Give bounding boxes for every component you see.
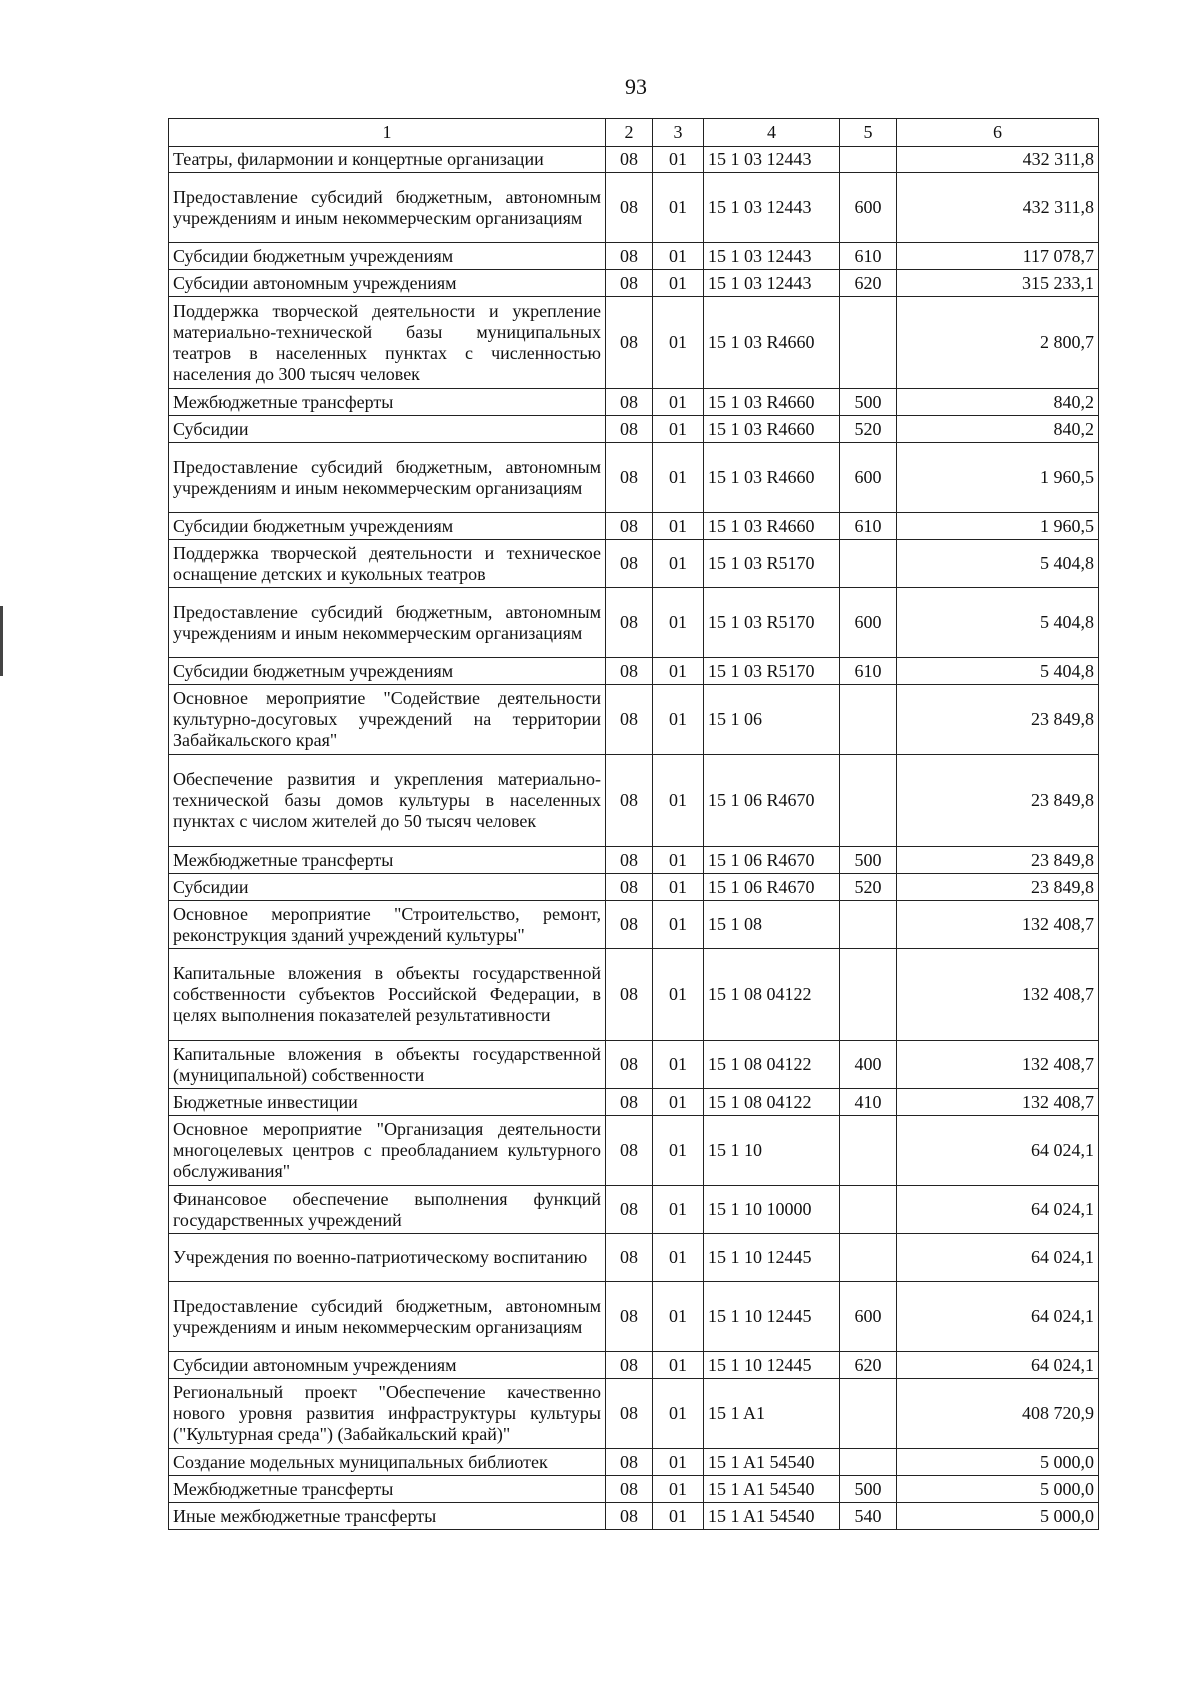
row-amount: 132 408,7 <box>897 1041 1099 1089</box>
row-section: 08 <box>606 297 653 389</box>
row-section: 08 <box>606 540 653 588</box>
row-subsection: 01 <box>653 147 704 173</box>
row-target-code: 15 1 03 R5170 <box>704 658 840 685</box>
table-row <box>169 513 1099 540</box>
row-name: Субсидии бюджетным учреждениям <box>169 658 606 685</box>
row-target-code: 15 1 03 R4660 <box>704 443 840 513</box>
row-subsection: 01 <box>653 1503 704 1530</box>
header-col-2: 2 <box>606 119 653 147</box>
table-row <box>169 297 1099 389</box>
row-amount: 23 849,8 <box>897 755 1099 847</box>
row-expense-type: 400 <box>840 1041 897 1089</box>
table-row <box>169 1089 1099 1116</box>
row-expense-type <box>840 949 897 1041</box>
row-section: 08 <box>606 847 653 874</box>
table-row <box>169 1476 1099 1503</box>
row-target-code: 15 1 03 R4660 <box>704 389 840 416</box>
row-amount: 5 000,0 <box>897 1476 1099 1503</box>
row-expense-type: 540 <box>840 1503 897 1530</box>
header-col-3: 3 <box>653 119 704 147</box>
row-expense-type <box>840 685 897 755</box>
row-subsection: 01 <box>653 173 704 243</box>
row-name: Субсидии бюджетным учреждениям <box>169 513 606 540</box>
row-amount: 840,2 <box>897 389 1099 416</box>
row-section: 08 <box>606 513 653 540</box>
row-name: Межбюджетные трансферты <box>169 1476 606 1503</box>
row-subsection: 01 <box>653 588 704 658</box>
row-amount: 2 800,7 <box>897 297 1099 389</box>
row-subsection: 01 <box>653 755 704 847</box>
table-row <box>169 173 1099 243</box>
row-section: 08 <box>606 1186 653 1234</box>
row-target-code: 15 1 03 12443 <box>704 147 840 173</box>
row-subsection: 01 <box>653 658 704 685</box>
row-expense-type: 610 <box>840 513 897 540</box>
row-amount: 5 404,8 <box>897 658 1099 685</box>
row-target-code: 15 1 08 04122 <box>704 949 840 1041</box>
row-expense-type: 610 <box>840 243 897 270</box>
row-subsection: 01 <box>653 243 704 270</box>
row-section: 08 <box>606 243 653 270</box>
row-target-code: 15 1 10 12445 <box>704 1282 840 1352</box>
row-section: 08 <box>606 173 653 243</box>
row-expense-type <box>840 901 897 949</box>
row-expense-type: 620 <box>840 270 897 297</box>
row-section: 08 <box>606 755 653 847</box>
table-row <box>169 588 1099 658</box>
row-section: 08 <box>606 270 653 297</box>
row-section: 08 <box>606 1041 653 1089</box>
row-expense-type: 620 <box>840 1352 897 1379</box>
row-expense-type: 610 <box>840 658 897 685</box>
row-name: Основное мероприятие "Организация деятельности многоцелевых центров с преобладанием культурного обслуживания" <box>169 1116 606 1186</box>
row-expense-type <box>840 755 897 847</box>
row-name: Межбюджетные трансферты <box>169 389 606 416</box>
row-target-code: 15 1 A1 <box>704 1379 840 1449</box>
row-amount: 23 849,8 <box>897 685 1099 755</box>
header-col-1: 1 <box>169 119 606 147</box>
row-expense-type <box>840 297 897 389</box>
row-amount: 5 404,8 <box>897 588 1099 658</box>
row-amount: 5 404,8 <box>897 540 1099 588</box>
row-target-code: 15 1 10 <box>704 1116 840 1186</box>
table-row <box>169 658 1099 685</box>
row-section: 08 <box>606 1503 653 1530</box>
row-subsection: 01 <box>653 1234 704 1282</box>
scan-edge-mark <box>0 606 3 676</box>
row-amount: 117 078,7 <box>897 243 1099 270</box>
row-section: 08 <box>606 443 653 513</box>
row-expense-type: 500 <box>840 1476 897 1503</box>
row-name: Предоставление субсидий бюджетным, автономным учреждениям и иным некоммерческим организациям <box>169 443 606 513</box>
row-subsection: 01 <box>653 1186 704 1234</box>
table-row <box>169 416 1099 443</box>
row-amount: 64 024,1 <box>897 1186 1099 1234</box>
row-target-code: 15 1 03 R5170 <box>704 588 840 658</box>
row-amount: 64 024,1 <box>897 1352 1099 1379</box>
row-amount: 408 720,9 <box>897 1379 1099 1449</box>
row-subsection: 01 <box>653 1379 704 1449</box>
table-row <box>169 147 1099 173</box>
row-subsection: 01 <box>653 1476 704 1503</box>
row-subsection: 01 <box>653 847 704 874</box>
row-name: Учреждения по военно-патриотическому воспитанию <box>169 1234 606 1282</box>
row-name: Предоставление субсидий бюджетным, автономным учреждениям и иным некоммерческим организациям <box>169 588 606 658</box>
row-section: 08 <box>606 588 653 658</box>
row-expense-type <box>840 540 897 588</box>
row-section: 08 <box>606 416 653 443</box>
row-section: 08 <box>606 658 653 685</box>
row-subsection: 01 <box>653 1116 704 1186</box>
row-expense-type: 520 <box>840 874 897 901</box>
table-row <box>169 1352 1099 1379</box>
row-name: Театры, филармонии и концертные организации <box>169 147 606 173</box>
table-row <box>169 243 1099 270</box>
row-amount: 64 024,1 <box>897 1282 1099 1352</box>
row-subsection: 01 <box>653 513 704 540</box>
row-name: Предоставление субсидий бюджетным, автономным учреждениям и иным некоммерческим организациям <box>169 1282 606 1352</box>
row-section: 08 <box>606 949 653 1041</box>
row-target-code: 15 1 A1 54540 <box>704 1449 840 1476</box>
row-subsection: 01 <box>653 1041 704 1089</box>
row-name: Предоставление субсидий бюджетным, автономным учреждениям и иным некоммерческим организациям <box>169 173 606 243</box>
row-subsection: 01 <box>653 443 704 513</box>
row-subsection: 01 <box>653 416 704 443</box>
table-row <box>169 389 1099 416</box>
row-subsection: 01 <box>653 874 704 901</box>
row-amount: 132 408,7 <box>897 901 1099 949</box>
row-target-code: 15 1 03 R5170 <box>704 540 840 588</box>
row-section: 08 <box>606 1089 653 1116</box>
row-expense-type <box>840 1234 897 1282</box>
row-name: Бюджетные инвестиции <box>169 1089 606 1116</box>
table-row <box>169 847 1099 874</box>
header-col-4: 4 <box>704 119 840 147</box>
row-target-code: 15 1 03 R4660 <box>704 416 840 443</box>
row-target-code: 15 1 08 04122 <box>704 1089 840 1116</box>
row-expense-type: 600 <box>840 173 897 243</box>
row-section: 08 <box>606 874 653 901</box>
table-row <box>169 685 1099 755</box>
row-name: Финансовое обеспечение выполнения функций государственных учреждений <box>169 1186 606 1234</box>
table-row <box>169 1282 1099 1352</box>
table-row <box>169 1379 1099 1449</box>
row-subsection: 01 <box>653 1089 704 1116</box>
table-row <box>169 1234 1099 1282</box>
row-name: Поддержка творческой деятельности и техническое оснащение детских и кукольных театров <box>169 540 606 588</box>
table-row <box>169 949 1099 1041</box>
row-subsection: 01 <box>653 1352 704 1379</box>
row-expense-type: 410 <box>840 1089 897 1116</box>
row-amount: 23 849,8 <box>897 847 1099 874</box>
row-amount: 132 408,7 <box>897 949 1099 1041</box>
row-name: Иные межбюджетные трансферты <box>169 1503 606 1530</box>
row-section: 08 <box>606 901 653 949</box>
header-col-5: 5 <box>840 119 897 147</box>
table-row <box>169 1041 1099 1089</box>
row-target-code: 15 1 10 12445 <box>704 1352 840 1379</box>
row-subsection: 01 <box>653 949 704 1041</box>
table-row <box>169 443 1099 513</box>
row-amount: 1 960,5 <box>897 443 1099 513</box>
table-row <box>169 1449 1099 1476</box>
table-header-row <box>169 119 1099 147</box>
row-expense-type: 500 <box>840 847 897 874</box>
row-subsection: 01 <box>653 297 704 389</box>
row-name: Субсидии автономным учреждениям <box>169 270 606 297</box>
row-expense-type: 600 <box>840 443 897 513</box>
row-amount: 132 408,7 <box>897 1089 1099 1116</box>
row-target-code: 15 1 06 R4670 <box>704 874 840 901</box>
row-name: Субсидии автономным учреждениям <box>169 1352 606 1379</box>
row-target-code: 15 1 10 12445 <box>704 1234 840 1282</box>
row-section: 08 <box>606 147 653 173</box>
row-name: Создание модельных муниципальных библиотек <box>169 1449 606 1476</box>
row-target-code: 15 1 03 R4660 <box>704 297 840 389</box>
table-row <box>169 901 1099 949</box>
row-name: Поддержка творческой деятельности и укрепление материально-технической базы муниципальных театров в населенных пунктах с численностью населения до 300 тысяч человек <box>169 297 606 389</box>
table-body <box>169 147 1099 1530</box>
row-target-code: 15 1 10 10000 <box>704 1186 840 1234</box>
table-row <box>169 270 1099 297</box>
row-amount: 1 960,5 <box>897 513 1099 540</box>
row-section: 08 <box>606 1234 653 1282</box>
row-expense-type: 500 <box>840 389 897 416</box>
row-expense-type <box>840 1116 897 1186</box>
row-name: Межбюджетные трансферты <box>169 847 606 874</box>
row-expense-type <box>840 1449 897 1476</box>
row-subsection: 01 <box>653 540 704 588</box>
row-name: Капитальные вложения в объекты государственной собственности субъектов Российской Федерации, в целях выполнения показателей результативности <box>169 949 606 1041</box>
row-amount: 840,2 <box>897 416 1099 443</box>
row-target-code: 15 1 03 12443 <box>704 243 840 270</box>
table-row <box>169 755 1099 847</box>
row-name: Основное мероприятие "Содействие деятельности культурно-досуговых учреждений на территории Забайкальского края" <box>169 685 606 755</box>
row-subsection: 01 <box>653 1282 704 1352</box>
row-subsection: 01 <box>653 1449 704 1476</box>
table-row <box>169 874 1099 901</box>
row-target-code: 15 1 A1 54540 <box>704 1476 840 1503</box>
row-amount: 23 849,8 <box>897 874 1099 901</box>
table-row <box>169 1186 1099 1234</box>
row-subsection: 01 <box>653 389 704 416</box>
budget-table <box>168 118 1099 1530</box>
row-name: Капитальные вложения в объекты государственной (муниципальной) собственности <box>169 1041 606 1089</box>
row-name: Субсидии <box>169 416 606 443</box>
row-expense-type: 600 <box>840 588 897 658</box>
row-target-code: 15 1 03 12443 <box>704 173 840 243</box>
row-expense-type <box>840 147 897 173</box>
row-target-code: 15 1 08 <box>704 901 840 949</box>
row-amount: 5 000,0 <box>897 1449 1099 1476</box>
row-name: Региональный проект "Обеспечение качественно нового уровня развития инфраструктуры культуры ("Культурная среда") (Забайкальский край)" <box>169 1379 606 1449</box>
row-name: Субсидии <box>169 874 606 901</box>
row-subsection: 01 <box>653 901 704 949</box>
row-target-code: 15 1 03 R4660 <box>704 513 840 540</box>
row-amount: 432 311,8 <box>897 173 1099 243</box>
row-target-code: 15 1 08 04122 <box>704 1041 840 1089</box>
row-expense-type <box>840 1186 897 1234</box>
row-section: 08 <box>606 389 653 416</box>
row-expense-type: 520 <box>840 416 897 443</box>
row-expense-type <box>840 1379 897 1449</box>
row-target-code: 15 1 06 <box>704 685 840 755</box>
row-section: 08 <box>606 1282 653 1352</box>
row-name: Субсидии бюджетным учреждениям <box>169 243 606 270</box>
row-target-code: 15 1 06 R4670 <box>704 755 840 847</box>
row-name: Обеспечение развития и укрепления материально-технической базы домов культуры в населенных пунктах с числом жителей до 50 тысяч человек <box>169 755 606 847</box>
row-subsection: 01 <box>653 685 704 755</box>
row-amount: 64 024,1 <box>897 1234 1099 1282</box>
row-amount: 432 311,8 <box>897 147 1099 173</box>
page-number: 93 <box>625 74 647 99</box>
row-name: Основное мероприятие "Строительство, ремонт, реконструкция зданий учреждений культуры" <box>169 901 606 949</box>
row-amount: 315 233,1 <box>897 270 1099 297</box>
row-amount: 64 024,1 <box>897 1116 1099 1186</box>
table-row <box>169 1116 1099 1186</box>
row-section: 08 <box>606 1449 653 1476</box>
row-section: 08 <box>606 1352 653 1379</box>
row-target-code: 15 1 06 R4670 <box>704 847 840 874</box>
row-section: 08 <box>606 685 653 755</box>
table-row <box>169 1503 1099 1530</box>
row-section: 08 <box>606 1476 653 1503</box>
row-target-code: 15 1 03 12443 <box>704 270 840 297</box>
header-col-6: 6 <box>897 119 1099 147</box>
row-subsection: 01 <box>653 270 704 297</box>
row-section: 08 <box>606 1116 653 1186</box>
row-target-code: 15 1 A1 54540 <box>704 1503 840 1530</box>
row-amount: 5 000,0 <box>897 1503 1099 1530</box>
row-expense-type: 600 <box>840 1282 897 1352</box>
row-section: 08 <box>606 1379 653 1449</box>
table-row <box>169 540 1099 588</box>
